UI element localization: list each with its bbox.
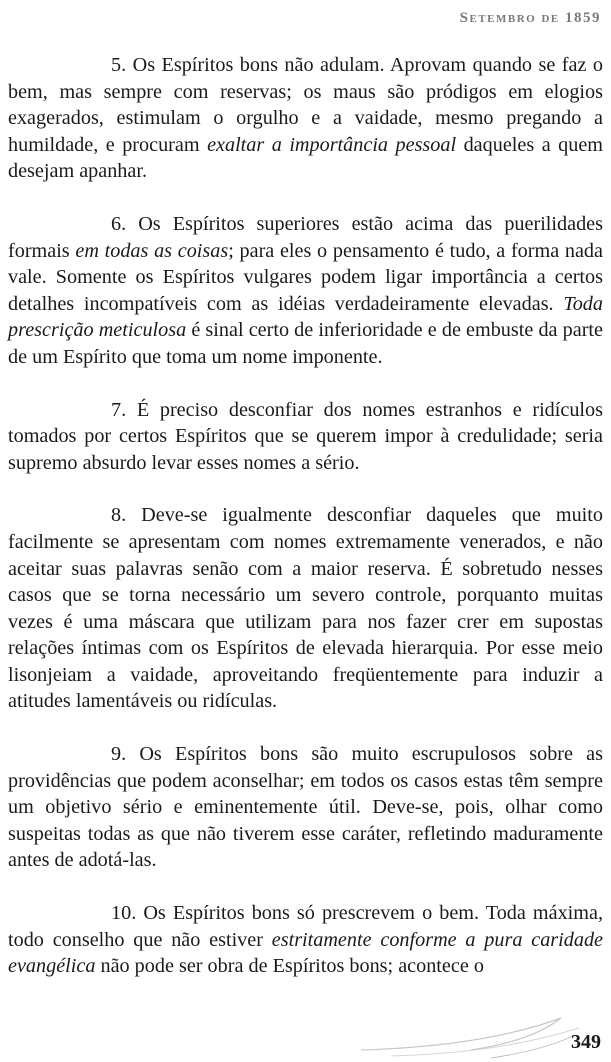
paragraph-9 [8,741,603,874]
paragraph-6 [8,211,603,371]
page-body [8,52,603,980]
text-run: 8. Deve-se igualmente desconfiar daqueles que muito facilmente se apresentam com nomes extremamente venerados, e não aceitar suas palavras senão com a maior reserva. É sobretudo nesses casos que se torna necessário um severo controle, porquanto muitas vezes é uma máscara que utilizam para nos fazer crer em supostas relações íntimas com os Espíritos de elevada hierarquia. Por esse meio lisonjeiam a vaidade, aproveitando freqüentemente para induzir a atitudes lamentáveis ou ridículas. [8,504,603,713]
text-run: 5. Os Espíritos bons não adulam. Aprovam quando se faz o bem, mas sempre com reservas; os maus são pródigos em elogios exagerados, estimulam o orgulho e a vaidade, mesmo pregando a humildade, e procuram [8,54,603,156]
page-number: 349 [571,1031,601,1053]
running-header: Setembro de 1859 [459,10,601,26]
text-run: não pode ser obra de Espíritos bons; acontece o [95,955,484,978]
text-run: ; para eles o pensamento é tudo, a forma nada vale. Somente os Espíritos vulgares podem ligar importância a certos detalhes incompatíveis com as idéias verdadeiramente elevadas. [8,239,603,315]
italic-phrase: exaltar a importância pessoal [207,133,457,156]
text-run: 7. É preciso desconfiar dos nomes estranhos e ridículos tomados por certos Espíritos que se querem impor à credulidade; seria supremo absurdo levar esses nomes a sério. [8,398,603,474]
paragraph-5 [8,52,603,185]
paragraph-7 [8,397,603,477]
italic-phrase: em todas as coisas [75,239,229,262]
paragraph-8 [8,502,603,715]
text-run: 6. Os Espíritos superiores estão acima das puerilidades formais [8,212,603,262]
text-run: daqueles a quem desejam apanhar. [8,133,603,183]
text-run: 9. Os Espíritos bons são muito escrupulosos sobre as providências que podem aconselhar; em todos os casos estas têm sempre um objetivo sério e eminentemente útil. Deve-se, pois, olhar como suspeitas todas as que não tiverem esse caráter, refletindo maduramente antes de adotá-las. [8,743,603,872]
text-run: 10. Os Espíritos bons só prescrevem o bem. Toda máxima, todo conselho que não estiver [8,902,603,951]
italic-phrase: Toda prescrição meticulosa [8,292,603,342]
text-run: é sinal certo de inferioridade e de embuste da parte de um Espírito que toma um nome imponente. [8,319,603,368]
paragraph-10 [8,900,603,980]
italic-phrase: estritamente conforme a pura caridade evangélica [8,928,603,978]
